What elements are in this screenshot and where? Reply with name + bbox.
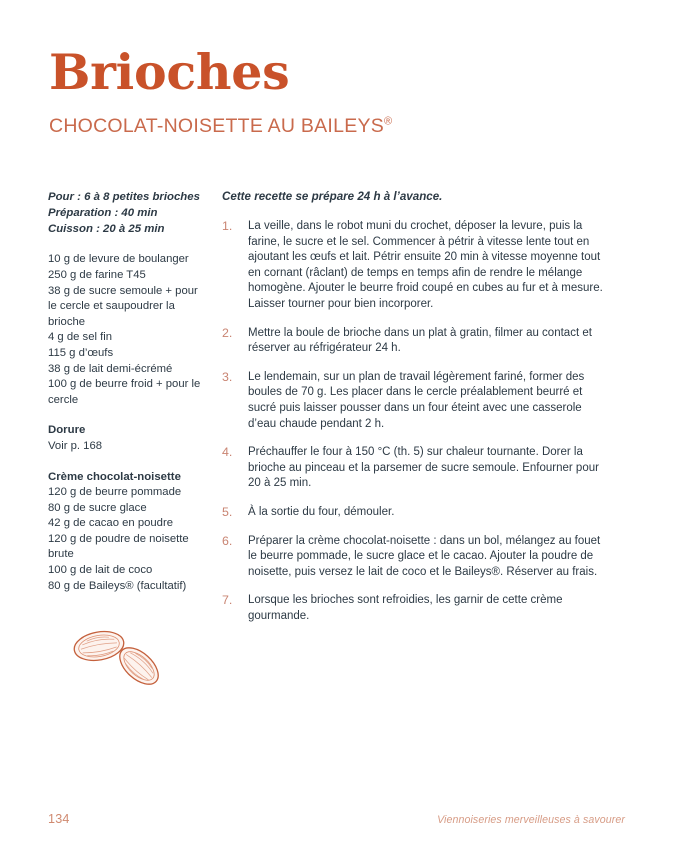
step-text: La veille, dans le robot muni du crochet, déposer la levure, puis la farine, le sucre et le sel. Commencer à pétrir à vitesse lente tout en ajoutant les œufs et lait. Pétrir ensuite 20 min à vitesse moyenne tout en cornant (râclant) de temps en temps afin de rendre le mélange homogène. Ajouter le beurre froid coupé en cubes au fur et à mesure. Laisser tourner pour bien incorporer. <box>248 220 603 310</box>
meta-prep-time: Préparation : 40 min <box>48 206 158 219</box>
method-step <box>222 445 604 492</box>
almonds-illustration <box>66 621 174 695</box>
creme-block <box>48 470 208 595</box>
list-item: 4 g de sel fin <box>48 331 113 344</box>
creme-heading: Crème chocolat-noisette <box>48 470 181 483</box>
step-number: 5. <box>222 504 233 519</box>
method-step <box>222 534 604 581</box>
main-ingredients-list <box>48 252 208 408</box>
step-text: À la sortie du four, démouler. <box>248 505 395 518</box>
step-number: 7. <box>222 593 233 608</box>
page-header <box>49 43 629 138</box>
step-text: Le lendemain, sur un plan de travail légèrement fariné, former des boules de 70 g. Les placer dans le cercle préalablement beurré et sucré puis laisser pousser dans un four éteint avec une casserole d’eau chaude pendant 2 h. <box>248 370 585 430</box>
list-item: 115 g d’œufs <box>48 346 114 359</box>
list-item: 42 g de cacao en poudre <box>48 517 173 530</box>
step-number: 3. <box>222 369 233 384</box>
meta-yield: Pour : 6 à 8 petites brioches <box>48 191 200 203</box>
ingredients-column <box>48 190 208 594</box>
method-step <box>222 326 604 357</box>
list-item: 10 g de levure de boulanger <box>48 253 189 266</box>
step-number: 6. <box>222 533 233 548</box>
running-head: Viennoiseries merveilleuses à savourer <box>437 814 625 826</box>
creme-ingredients-list <box>48 485 208 594</box>
list-item: 38 g de lait demi-écrémé <box>48 362 173 375</box>
list-item: 38 g de sucre semoule + pour le cercle et saupoudrer la brioche <box>48 284 198 328</box>
list-item: 100 g de beurre froid + pour le cercle <box>48 378 201 406</box>
list-item: 120 g de poudre de noisette brute <box>48 532 189 561</box>
list-item: 250 g de farine T45 <box>48 268 146 281</box>
step-number: 4. <box>222 445 233 460</box>
page-subtitle-text: CHOCOLAT-NOISETTE AU BAILEYS <box>49 114 384 137</box>
main-ingredients-block <box>48 252 208 408</box>
page-title: Brioches <box>49 43 290 101</box>
list-item: 80 g de Baileys® (facultatif) <box>48 579 187 592</box>
page-subtitle <box>49 115 629 138</box>
method-steps-list <box>222 219 604 624</box>
step-text: Préparer la crème chocolat-noisette : dans un bol, mélangez au fouet le beurre pommade, le sucre glace et le cacao. Ajouter la poudre de noisette, puis versez le lait de coco et le Baileys®. Réserver au frais. <box>248 534 601 578</box>
step-text: Lorsque les brioches sont refroidies, les garnir de cette crème gourmande. <box>248 594 563 622</box>
meta-cook-time: Cuisson : 20 à 25 min <box>48 222 165 235</box>
list-item: 100 g de lait de coco <box>48 564 153 577</box>
spacer <box>48 455 208 470</box>
method-step <box>222 593 604 624</box>
step-text: Mettre la boule de brioche dans un plat à gratin, filmer au contact et réserver au réfrigérateur 24 h. <box>248 326 592 355</box>
list-item: 80 g de sucre glace <box>48 501 147 514</box>
spacer <box>48 408 208 423</box>
dorure-heading: Dorure <box>48 424 86 437</box>
method-step <box>222 219 604 313</box>
recipe-meta <box>48 190 208 237</box>
list-item: Voir p. 168 <box>48 439 103 452</box>
dorure-list <box>48 439 208 455</box>
registered-mark-icon: ® <box>383 115 393 128</box>
method-step <box>222 370 604 432</box>
step-number: 1. <box>222 219 233 233</box>
method-column <box>222 190 604 624</box>
list-item: 120 g de beurre pommade <box>48 486 182 499</box>
dorure-block <box>48 423 208 454</box>
page-number: 134 <box>48 812 70 826</box>
page-footer <box>0 812 674 836</box>
step-text: Préchauffer le four à 150 °C (th. 5) sur chaleur tournante. Dorer la brioche au pinceau et la parsemer de sucre semoule. Enfourner pour 20 à 25 min. <box>248 446 599 490</box>
recipe-lead-note: Cette recette se prépare 24 h à l’avance. <box>222 190 443 203</box>
method-step <box>222 505 604 521</box>
step-number: 2. <box>222 325 233 340</box>
